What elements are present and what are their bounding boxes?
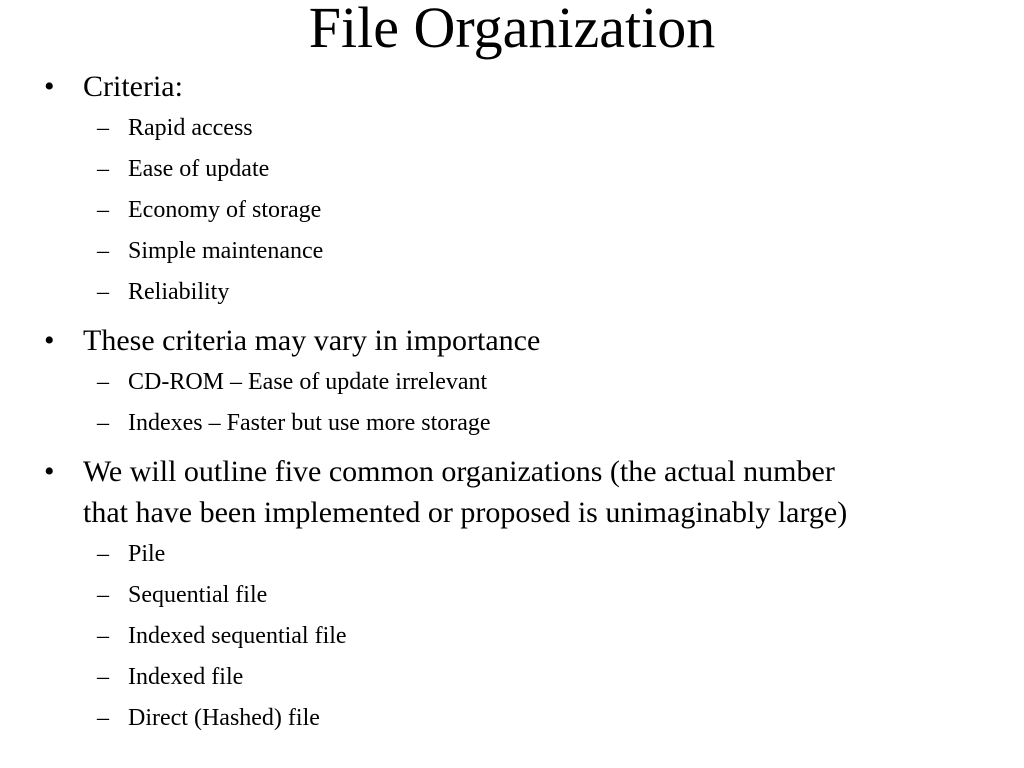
bullet-text-line-2: that have been implemented or proposed is unimaginably large) [83,496,848,529]
dash-icon: – [97,115,109,141]
dash-icon: – [97,156,109,182]
bullet-text-line-1: We will outline five common organizations (the actual number [83,455,835,488]
dash-icon: – [97,369,109,395]
sub-item-text: Indexed sequential file [128,623,347,649]
dash-icon: – [97,279,109,305]
sub-item-text: Pile [128,541,166,567]
dash-icon: – [97,541,109,567]
bullet-text: Criteria: [83,70,183,103]
bullet-icon: • [44,455,55,488]
sub-item-text: Reliability [128,279,230,305]
bullet-text: These criteria may vary in importance [83,324,541,357]
dash-icon: – [97,664,109,690]
bullet-icon: • [44,324,55,357]
dash-icon: – [97,705,109,731]
dash-icon: – [97,582,109,608]
sub-item-text: Indexes – Faster but use more storage [128,410,491,436]
dash-icon: – [97,410,109,436]
sub-item-text: Rapid access [128,115,253,141]
dash-icon: – [97,238,109,264]
dash-icon: – [97,197,109,223]
sub-item-text: Ease of update [128,156,270,182]
sub-item-text: Direct (Hashed) file [128,705,320,731]
sub-item-text: CD-ROM – Ease of update irrelevant [128,369,488,395]
bullet-icon: • [44,70,55,103]
sub-item-text: Sequential file [128,582,268,608]
slide-title: File Organization [308,0,716,60]
sub-item-text: Economy of storage [128,197,322,223]
dash-icon: – [97,623,109,649]
sub-item-text: Indexed file [128,664,244,690]
sub-item-text: Simple maintenance [128,238,324,264]
